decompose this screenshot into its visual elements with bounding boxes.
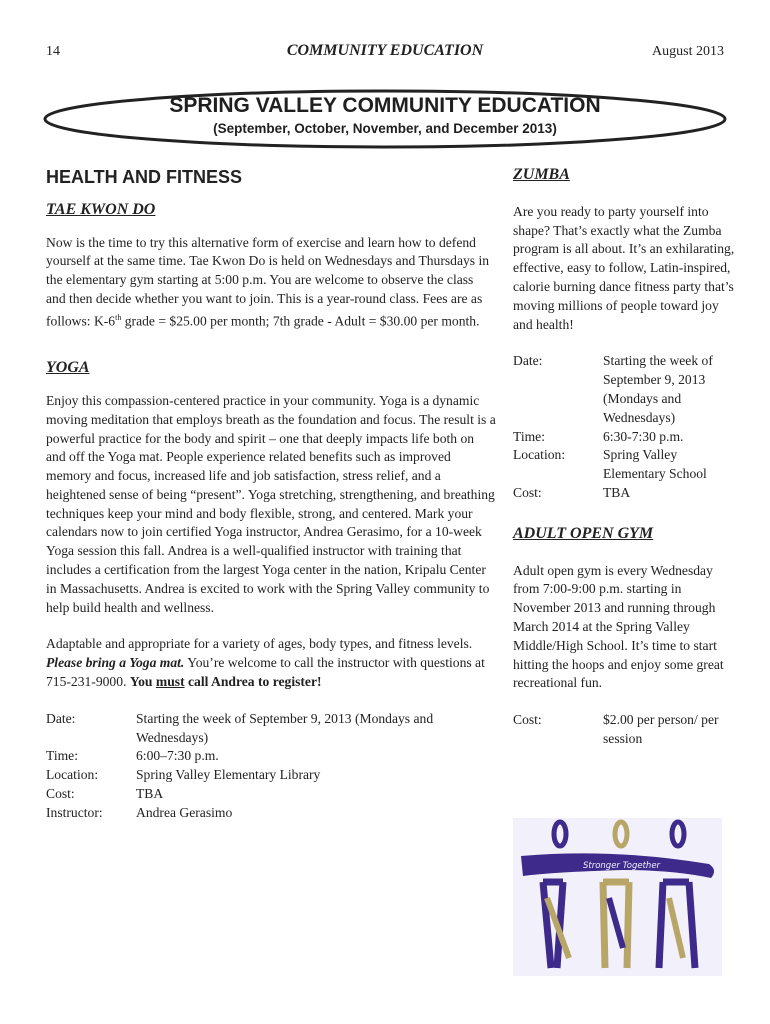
taekwondo-heading: TAE KWON DO	[46, 200, 156, 218]
detail-row: Cost: $2.00 per person/ per session	[513, 712, 719, 746]
detail-row: Location: Spring Valley Elementary School	[513, 447, 707, 482]
zumba-heading: ZUMBA	[513, 166, 570, 183]
header-title: COMMUNITY EDUCATION	[286, 42, 484, 59]
stronger-together-logo	[513, 818, 722, 976]
open-gym-cost	[513, 711, 735, 749]
banner-title: SPRING VALLEY COMMUNITY EDUCATION	[169, 94, 601, 117]
page-number: 14	[46, 44, 60, 59]
detail-row: Date: Starting the week of September 9, 2013 (Mondays and Wednesdays)	[46, 710, 434, 745]
yoga-register-note: Adaptable and appropriate for a variety of ages, body types, and fitness levels. Please bring a Yoga mat. You’re welcome to call the instructor with questions at 715-231-9000. You must call Andrea to register!	[46, 636, 485, 690]
detail-row: Location: Spring Valley Elementary Library	[46, 767, 321, 783]
detail-row: Date: Starting the week of September 9, 2013 (Mondays and Wednesdays)	[513, 353, 713, 425]
zumba-details	[513, 352, 735, 502]
left-column	[46, 164, 496, 823]
banner-subtitle: (September, October, November, and December 2013)	[213, 121, 557, 136]
yoga-heading: YOGA	[46, 359, 90, 377]
yoga-details	[46, 710, 486, 823]
stick-figures-graphic	[513, 818, 722, 976]
section-title: HEALTH AND FITNESS	[46, 167, 242, 187]
header-date: August 2013	[652, 44, 724, 59]
right-column	[513, 164, 735, 749]
detail-row: Time: 6:00–7:30 p.m.	[46, 748, 219, 764]
detail-row: Time: 6:30-7:30 p.m.	[513, 428, 684, 444]
open-gym-text: Adult open gym is every Wednesday from 7:00-9:00 p.m. starting in November 2013 and running through March 2014 at the Spring Valley Middle/High School. It’s time to start hitting the hoops and enjoy some great recreational fun.	[513, 562, 724, 691]
yoga-description: Enjoy this compassion-centered practice in your community. Yoga is a dynamic moving meditation that employs breath as the foundation and focus. The result is a powerful practice for the body and spirit – one that deeply impacts life both on and off the Yoga mat. People experience related benefits such as improved memory and focus, increased life and job satisfaction, stress relief, and a heightened sense of being “present”. Yoga stretching, strengthening, and breathing techniques keep your mind and body flexible, strong, and centered. Mark your calendars now to join certified Yoga instructor, Andrea Gerasimo, for a 10-week Yoga session this fall. Andrea is a well-qualified instructor with training that includes a certification from the largest Yoga center in the nation, Kripalu Center in Massachusetts. Andrea is excited to work with the Spring Valley community to help build health and wellness.	[46, 392, 496, 615]
detail-row: Cost: TBA	[46, 786, 164, 802]
taekwondo-text: Now is the time to try this alternative form of exercise and learn how to defend yourself at the same time. Tae Kwon Do is held on Wednesdays and Thursdays in the elementary gym starting at 5:00 p.m. You are welcome to observe the class and then decide whether you want to join. This is a year-round class. Fees are as follows: K-6th grade = $25.00 per month; 7th grade - Adult = $30.00 per month.	[46, 234, 490, 329]
logo-caption: Stronger Together	[583, 861, 661, 871]
detail-row: Cost: TBA	[513, 484, 631, 500]
open-gym-heading: ADULT OPEN GYM	[513, 524, 654, 542]
zumba-text: Are you ready to party yourself into shape? That’s exactly what the Zumba program is all about. It’s an exhilarating, effective, easy to follow, Latin-inspired, calorie burning dance fitness party that’s moving millions of people toward joy and health!	[513, 203, 735, 332]
detail-row: Instructor: Andrea Gerasimo	[46, 804, 233, 820]
